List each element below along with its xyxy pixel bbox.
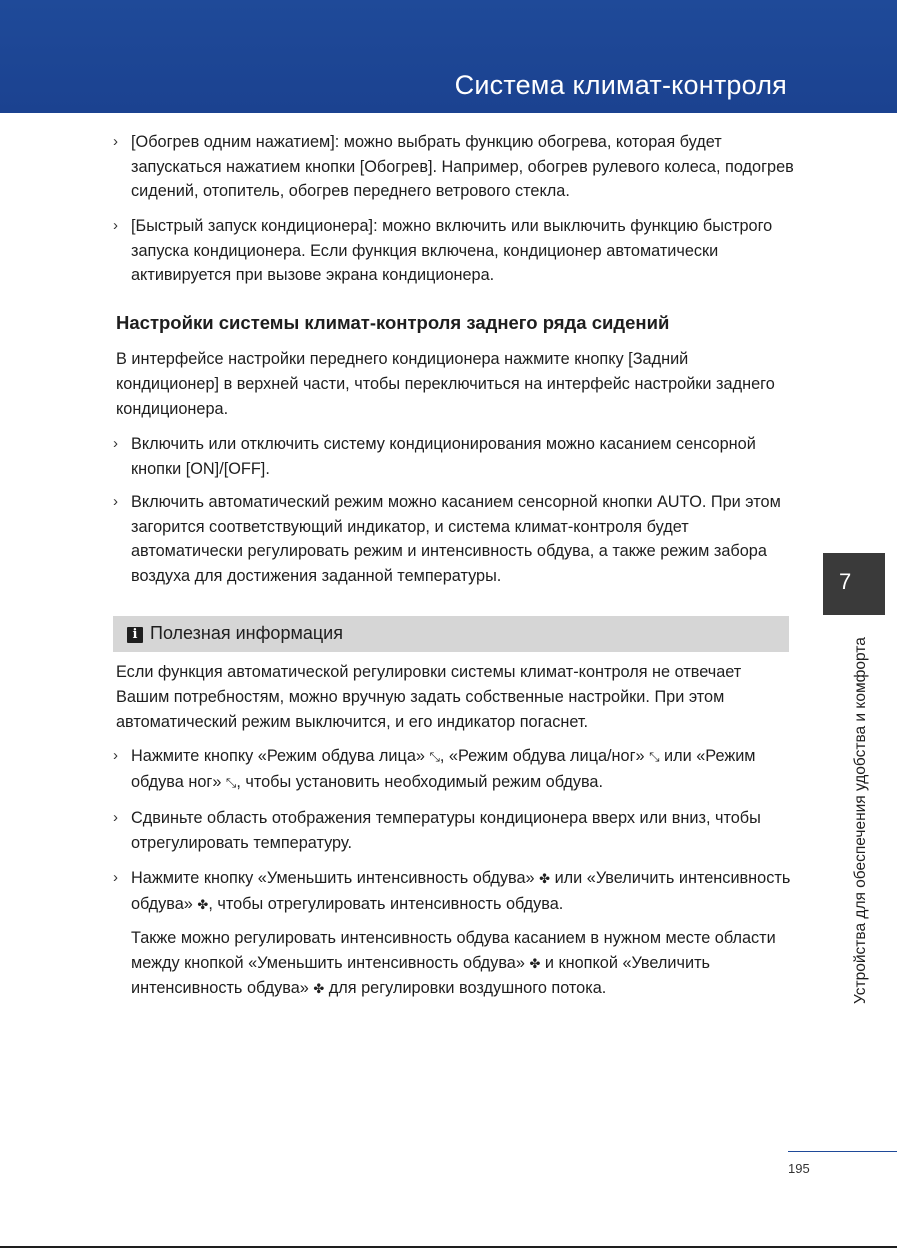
bullet-marker: › [113,217,118,234]
page-title: Система климат-контроля [454,70,787,100]
chapter-number: 7 [839,569,852,594]
info-icon: i [127,627,143,643]
list-item-text: Включить автоматический режим можно касанием сенсорной кнопки AUTO. При этом загорится соответствующий индикатор, и система климат-контроля будет автоматически регулировать режим и интенсивность обдува, а также режим забора воздуха для достижения заданной температуры. [131,493,781,585]
info-note [131,926,792,1001]
bullet-marker: › [113,869,118,886]
section-heading: Настройки системы климат-контроля заднего ряда сидений [116,312,670,333]
text-fragment: , чтобы отрегулировать интенсивность обдува. [208,894,564,913]
text-fragment: Также можно регулировать интенсивность обдува касанием в нужном месте области между кнопкой «Уменьшить интенсивность обдува» [131,929,776,972]
face-feet-airflow-icon: ⤡ [649,749,660,764]
text-fragment: или «Увеличить интенсивность обдува» [131,869,791,913]
text-fragment: и кнопкой «Увеличить интенсивность обдува» [131,954,711,997]
list-item-text: Сдвиньте область отображения температуры кондиционера вверх или вниз, чтобы отрегулировать температуру. [131,809,761,852]
text-fragment: или «Режим обдува ног» [131,747,756,791]
bullet-marker: › [113,133,118,150]
text-fragment: , чтобы установить необходимый режим обдува. [236,772,604,791]
text-fragment: Нажмите кнопку «Режим обдува лица» [131,747,425,765]
list-item-text [131,744,794,795]
bullet-marker: › [113,493,118,510]
text-fragment: , «Режим обдува лица/ног» [439,747,645,765]
bullet-marker: › [113,747,118,764]
fan-low-icon: ✤ [539,871,551,886]
text-fragment: для регулировки воздушного потока. [324,979,607,997]
fan-low-icon: ✤ [529,956,541,971]
info-intro: Если функция автоматической регулировки системы климат-контроля не отвечает Вашим потребностям, можно вручную задать собственные настройки. При этом автоматический режим выключится, и его индикатор погаснет. [116,663,742,731]
bullet-marker: › [113,809,118,826]
text-fragment: Нажмите кнопку «Уменьшить интенсивность обдува» [131,869,535,887]
fan-high-icon: ✤ [197,896,209,912]
face-airflow-icon: ⤡ [429,749,440,764]
list-item-text: Включить или отключить систему кондиционирования можно касанием сенсорной кнопки [ON]/[OFF]. [131,435,756,478]
footer-divider [788,1151,897,1152]
chapter-label: Устройства для обеспечения удобства и комфорта [852,637,869,1004]
list-item-text: [Быстрый запуск кондиционера]: можно включить или выключить функцию быстрого запуска кондиционера. Если функция включена, кондиционер автоматически активируется при вызове экрана кондиционера. [131,217,773,284]
bullet-marker: › [113,435,118,452]
info-box-title: Полезная информация [150,623,343,643]
page-number: 195 [788,1161,810,1176]
fan-high-icon: ✤ [313,981,325,996]
info-box-header [113,616,789,652]
list-item-text: [Обогрев одним нажатием]: можно выбрать функцию обогрева, которая будет запускаться нажатием кнопки [Обогрев]. Например, обогрев рулевого колеса, подогрев сидений, отопитель, обогрев переднего ветрового стекла. [131,133,794,200]
list-item-text [131,866,794,917]
page-header [0,0,897,113]
section-intro: В интерфейсе настройки переднего кондиционера нажмите кнопку [Задний кондиционер] в верхней части, чтобы переключиться на интерфейс настройки заднего кондиционера. [116,350,775,418]
chapter-tab [823,553,885,615]
feet-airflow-icon: ⤡ [225,774,237,790]
